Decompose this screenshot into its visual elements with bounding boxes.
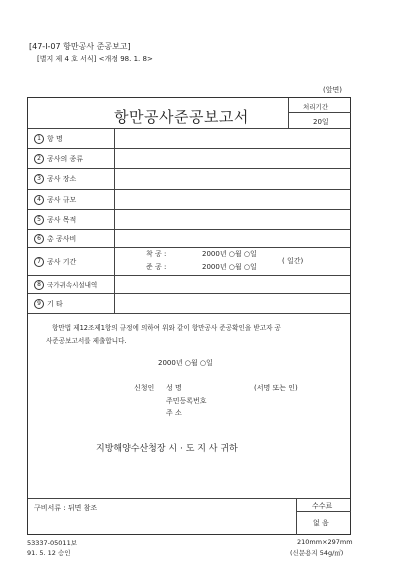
row-divider bbox=[28, 275, 350, 276]
field-label-other: 9 기 타 bbox=[34, 299, 63, 309]
footer-form-number: 53337-05011보 bbox=[27, 539, 77, 547]
period-end-value: 2000년 ○월 ○일 bbox=[202, 263, 257, 271]
row-divider bbox=[28, 313, 350, 314]
row-divider bbox=[28, 247, 350, 248]
field-label-cost: 6 총 공사비 bbox=[34, 234, 76, 244]
form-frame bbox=[27, 97, 351, 535]
field-label-location: 3 공사 장소 bbox=[34, 174, 76, 184]
row-divider bbox=[28, 229, 350, 230]
page-side-label: (앞면) bbox=[323, 86, 342, 94]
period-end-label: 준 공 : bbox=[146, 263, 167, 271]
title-divider bbox=[288, 98, 289, 128]
applicant-label: 신청인 bbox=[134, 384, 155, 392]
applicant-name-label: 성 명 bbox=[166, 384, 182, 392]
row-divider bbox=[28, 189, 350, 190]
addressee: 지방해양수산청장 시 · 도 지 사 귀하 bbox=[96, 444, 238, 454]
row-divider bbox=[28, 128, 350, 129]
field-label-state-assets: 8 국가귀속시설내역 bbox=[34, 280, 97, 290]
attachments-note: 구비서류 : 뒤면 참조 bbox=[34, 504, 98, 512]
submission-date: 2000년 ○월 ○일 bbox=[158, 359, 213, 367]
field-label-type: 2 공사의 종류 bbox=[34, 154, 83, 164]
field-label-period: 7 공사 기간 bbox=[34, 257, 76, 267]
fee-label: 수수료 bbox=[312, 502, 333, 510]
processing-value: 20일 bbox=[313, 118, 329, 126]
row-divider bbox=[28, 168, 350, 169]
row-divider bbox=[28, 498, 350, 499]
period-start-label: 착 공 : bbox=[146, 250, 167, 258]
period-duration: ( 일간) bbox=[282, 257, 304, 265]
declaration-line-1: 항만법 제12조제1항의 규정에 의하여 위와 같이 항만공사 준공확인을 받고자 공 bbox=[52, 324, 281, 332]
applicant-address-label: 주 소 bbox=[166, 409, 182, 417]
period-start-value: 2000년 ○월 ○일 bbox=[202, 250, 257, 258]
footer-approval: 91. 5. 12 승인 bbox=[27, 549, 71, 557]
label-column-divider bbox=[114, 128, 115, 313]
footer-paper-type: (신문용지 54g/㎡) bbox=[290, 549, 344, 557]
row-divider bbox=[28, 209, 350, 210]
form-title: 항만공사준공보고서 bbox=[114, 108, 249, 126]
row-divider bbox=[28, 293, 350, 294]
fee-divider bbox=[296, 498, 297, 535]
field-label-harbor: 1 항 명 bbox=[34, 134, 63, 144]
fee-row-divider bbox=[296, 511, 351, 512]
declaration-line-2: 사준공보고서를 제출합니다. bbox=[46, 337, 127, 345]
form-reference: [별지 제 4 호 서식] <개정 98. 1. 8> bbox=[37, 55, 153, 63]
form-code: [47-I-07 항만공사 준공보고] bbox=[29, 42, 131, 51]
processing-label: 처리기간 bbox=[303, 103, 329, 111]
processing-divider bbox=[288, 112, 351, 113]
footer-paper-size: 210mm×297mm bbox=[297, 538, 353, 546]
applicant-sign-note: (서명 또는 인) bbox=[254, 384, 298, 392]
field-label-scale: 4 공사 규모 bbox=[34, 195, 76, 205]
fee-value: 없 음 bbox=[313, 519, 329, 527]
field-label-purpose: 5 공사 목적 bbox=[34, 215, 76, 225]
row-divider bbox=[28, 148, 350, 149]
applicant-id-label: 주민등록번호 bbox=[166, 397, 207, 405]
